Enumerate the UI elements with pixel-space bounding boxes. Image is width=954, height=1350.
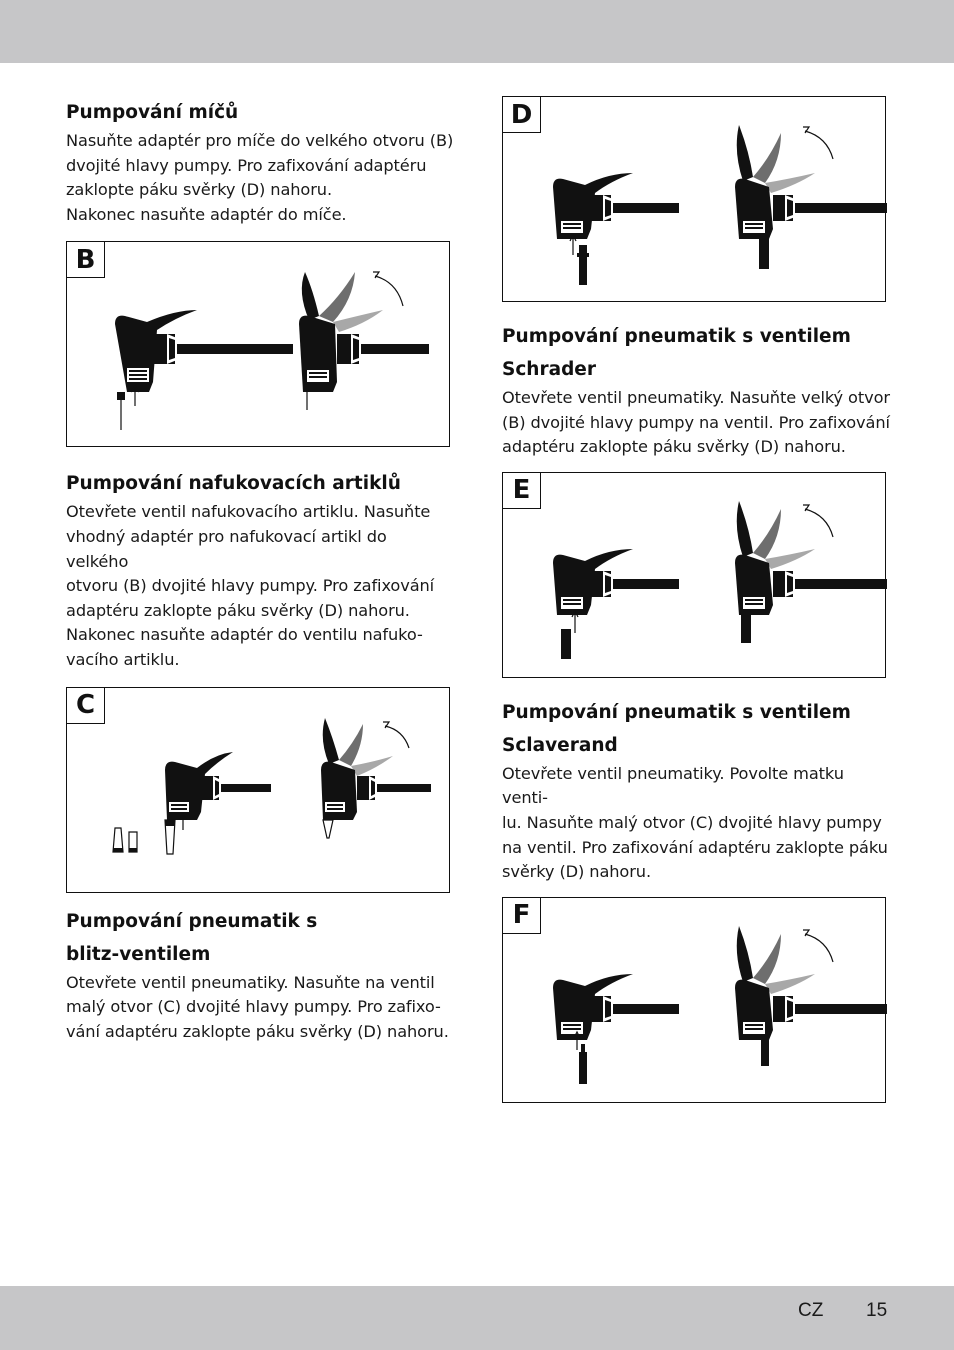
figure-c: [66, 687, 450, 893]
figure-f: [502, 897, 886, 1103]
section-heading-inflatables: Pumpování nafukovacích artiklů: [66, 473, 401, 495]
footer-language: CZ: [798, 1300, 824, 1321]
section-heading-balls: Pumpování míčů: [66, 102, 239, 123]
figure-label-f: F: [503, 898, 541, 934]
illustration-schrader-valve: [503, 473, 887, 679]
right-column: [502, 96, 890, 1103]
header-band: [0, 0, 954, 63]
illustration-clamp-lever: [503, 97, 887, 303]
illustration-ball-adapter: [67, 242, 451, 448]
figure-label-d: D: [503, 97, 541, 133]
figure-label-c: C: [67, 688, 105, 724]
figure-b: [66, 241, 450, 447]
section-heading-sclaverand: Pumpování pneumatik s ventilem Sclaverand: [502, 701, 851, 756]
figure-d: [502, 96, 886, 302]
section-text-inflatables: Otevřete ventil nafukovacího artiklu. Nasuňte vhodný adaptér pro nafukovací artikl do velkého otvoru (B) dvojité hlavy pumpy. Pro zafixování adaptéru zaklopte páku svěrky (D) nahoru. Nakonec nasuňte adaptér do ventilu nafuko- vacího artiklu.: [66, 502, 435, 669]
page-number: 15: [866, 1300, 888, 1321]
section-heading-blitz: Pumpování pneumatik s blitz-ventilem: [66, 910, 318, 965]
section-heading-schrader: Pumpování pneumatik s ventilem Schrader: [502, 326, 851, 380]
section-text-sclaverand: Otevřete ventil pneumatiky. Povolte matku venti- lu. Nasuňte malý otvor (C) dvojité hlavy pumpy na ventil. Pro zafixování adaptéru zaklopte páku svěrky (D) nahoru.: [502, 763, 888, 882]
illustration-sclaverand-valve: [503, 898, 887, 1104]
figure-e: [502, 472, 886, 678]
section-text-balls: Nasuňte adaptér pro míče do velkého otvoru (B) dvojité hlavy pumpy. Pro zafixování adaptéru zaklopte páku svěrky (D) nahoru. Nakonec nasuňte adaptér do míče.: [66, 131, 454, 224]
left-column: [66, 96, 454, 1044]
section-text-schrader: Otevřete ventil pneumatiky. Nasuňte velký otvor (B) dvojité hlavy pumpy na ventil. Pro zafixování adaptéru zaklopte páku svěrky (D) nahoru.: [502, 388, 890, 457]
illustration-inflatable-adapters: [67, 688, 451, 894]
figure-label-e: E: [503, 473, 541, 509]
figure-label-b: B: [67, 242, 105, 278]
section-text-blitz: Otevřete ventil pneumatiky. Nasuňte na ventil malý otvor (C) dvojité hlavy pumpy. Pro zafixo- vání adaptéru zaklopte páku svěrky (D) nahoru.: [66, 972, 449, 1041]
